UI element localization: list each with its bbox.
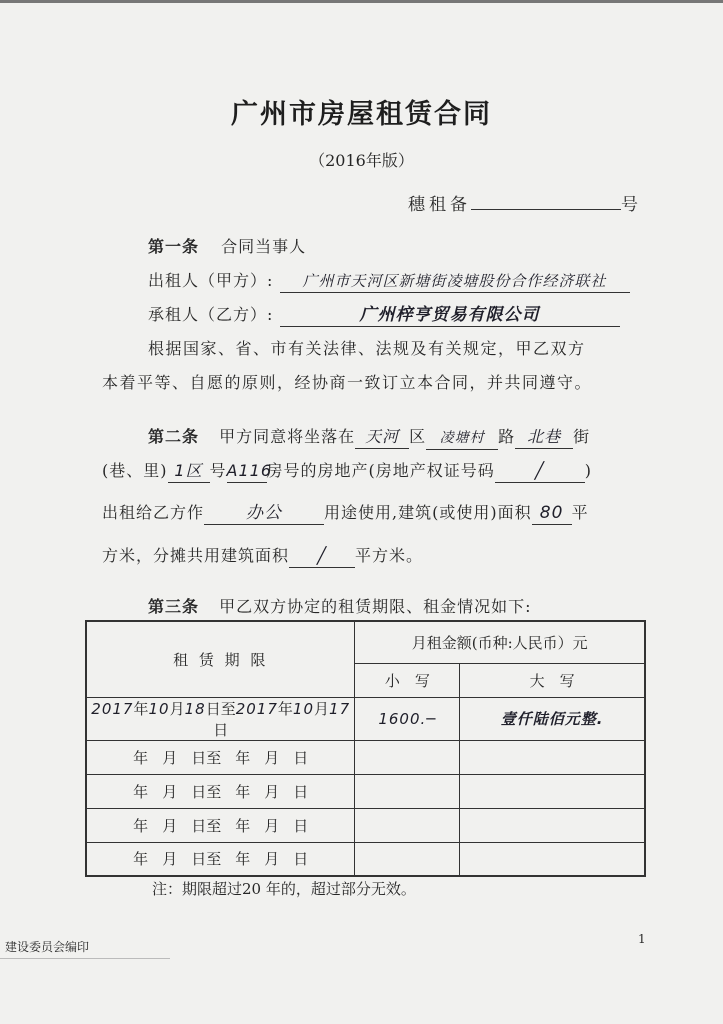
lessee-line: 承租人（乙方）: 广州梓亨贸易有限公司	[148, 302, 620, 327]
footer-divider	[0, 958, 170, 959]
shared-area-value: ╱	[289, 545, 355, 568]
rent-big-cell: 壹仟陆佰元整.	[460, 697, 645, 740]
district-value: 天河	[355, 426, 409, 449]
col-period-header: 租 赁 期 限	[86, 621, 355, 697]
usage-value: 办公	[204, 502, 324, 525]
period-cell: 年 月 日至 年 月 日	[86, 740, 355, 774]
record-blank	[471, 193, 621, 210]
edition-label: （2016年版）	[309, 151, 414, 170]
rent-small-cell	[355, 774, 460, 808]
rent-small-cell	[355, 740, 460, 774]
cert-value: ╱	[495, 460, 585, 483]
col-big-header: 大 写	[460, 663, 645, 697]
rent-big-cell	[460, 740, 645, 774]
period-cell: 年 月 日至 年 月 日	[86, 774, 355, 808]
road-value: 凌塘村	[426, 427, 498, 450]
lessor-line: 出租人（甲方）: 广州市天河区新塘街凌塘股份合作经济联社	[148, 268, 630, 293]
rent-big-cell	[460, 842, 645, 876]
table-row	[86, 808, 645, 842]
term-note: 注：期限超过20 年的，超过部分无效。	[152, 880, 416, 898]
article-1-heading: 第一条 合同当事人	[148, 237, 307, 256]
art1-para-line1: 根据国家、省、市有关法律、法规及有关规定，甲乙双方	[148, 339, 586, 358]
record-number	[408, 190, 642, 215]
record-label: 穗租备	[408, 195, 471, 215]
rent-small-cell	[355, 808, 460, 842]
table-row	[86, 697, 645, 740]
street-value: 北巷	[515, 426, 573, 449]
art2-line3: 出租给乙方作 办公 用途使用,建筑(或使用)面积 80 平	[102, 503, 589, 523]
number-value: A116	[227, 460, 267, 483]
rent-big-cell	[460, 774, 645, 808]
top-border-line	[0, 0, 723, 3]
table-row	[86, 740, 645, 774]
art2-line1: 第二条 甲方同意将坐落在 天河 区 凌塘村 路 北巷 街	[148, 424, 590, 450]
col-rent-header: 月租金额(币种:人民币）元	[355, 621, 645, 663]
lane-value: 1区	[168, 460, 210, 483]
rent-small-cell	[355, 842, 460, 876]
record-suffix: 号	[621, 195, 642, 215]
period-cell: 2017年10月18日至2017年10月17日	[86, 697, 355, 740]
article-3-heading: 第三条 甲乙双方协定的租赁期限、租金情况如下:	[148, 597, 532, 616]
art1-para-line2: 本着平等、自愿的原则，经协商一致订立本合同，并共同遵守。	[102, 373, 593, 392]
page-title: 广州市房屋租赁合同	[231, 99, 492, 130]
table-row	[86, 774, 645, 808]
table-row	[86, 842, 645, 876]
rent-big-cell	[460, 808, 645, 842]
page-number: 1	[638, 932, 646, 946]
period-cell: 年 月 日至 年 月 日	[86, 808, 355, 842]
art2-line4: 方米，分摊共用建筑面积 ╱ 平方米。	[102, 543, 423, 568]
art2-line2: (巷、里) 1区 号A116房号的房地产(房地产权证号码 ╱ )	[102, 458, 592, 483]
lessee-value: 广州梓亨贸易有限公司	[280, 304, 620, 327]
rent-small-cell: 1600.─	[355, 697, 460, 740]
publisher-footer: 建设委员会编印	[5, 940, 90, 954]
lessor-value: 广州市天河区新塘街凌塘股份合作经济联社	[280, 270, 630, 293]
col-small-header: 小 写	[355, 663, 460, 697]
period-cell: 年 月 日至 年 月 日	[86, 842, 355, 876]
rent-table	[85, 620, 646, 877]
area-value: 80	[532, 502, 572, 525]
